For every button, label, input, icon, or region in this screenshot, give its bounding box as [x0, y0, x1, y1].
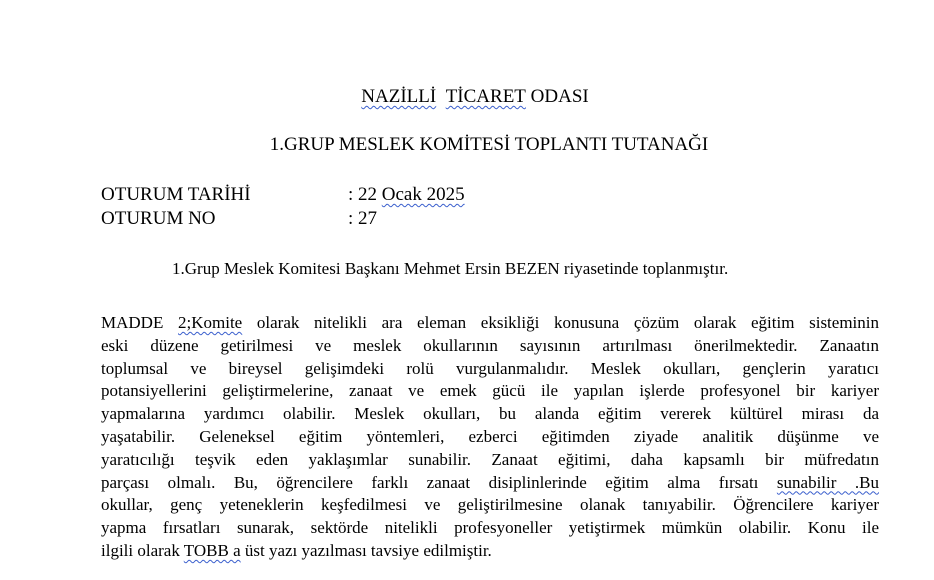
intro-sentence: 1.Grup Meslek Komitesi Başkanı Mehmet Ersin BEZEN riyasetinde toplanmıştır. [172, 259, 729, 278]
meta-date-month-year: Ocak 2025 [381, 184, 465, 205]
body-line: yaratıcılığı teşvik eden yaklaşımlar sunabilir. Zanaat eğitimi, daha kapsamlı bir müfredatın [101, 449, 879, 469]
body-line-text: üst yazı yazılması tavsiye edilmiştir. [240, 540, 492, 560]
meta-label-date: OTURUM TARİHİ [101, 184, 251, 205]
meta-row-date [101, 184, 465, 206]
meta-label-number: OTURUM NO [101, 208, 216, 229]
spellcheck-marked-text: sunabilir .Bu [776, 472, 879, 492]
body-line-text: parçası olmalı. Bu, öğrencilere farklı zanaat disiplinlerinde eğitim alma fırsatı [101, 472, 777, 492]
body-paragraph [101, 312, 879, 563]
document-subtitle: 1.GRUP MESLEK KOMİTESİ TOPLANTI TUTANAĞI [269, 134, 709, 155]
body-line [101, 472, 879, 495]
body-line: eski düzene getirilmesi ve meslek okullarının sayısının artırılması önerilmektedir. Zanaatın [101, 335, 879, 355]
title-word-odasi: ODASI [530, 86, 589, 107]
body-line: toplumsal ve bireysel gelişimdeki rolü vurgulanmalıdır. Meslek okulları, gençlerin yaratıcı [101, 358, 879, 378]
meta-row-number [101, 208, 377, 230]
body-line: yapma fırsatları sunarak, sektörde nitelikli profesyoneller yetiştirmek mümkün olabilir. Konu ile [101, 518, 879, 538]
body-line: yaşatabilir. Geleneksel eğitim yöntemleri, ezberci eğitimden ziyade analitik düşünme ve [101, 426, 879, 446]
body-line-text: MADDE [101, 313, 179, 332]
document-title [8, 86, 934, 108]
body-line: yapmalarına yardımcı olabilir. Meslek okulları, bu alanda eğitim vererek kültürel mirası da [101, 404, 879, 424]
body-line-text: olarak nitelikli ara eleman eksikliği konusuna çözüm olarak eğitim sisteminin [242, 313, 879, 332]
meta-value-date [348, 184, 465, 206]
spellcheck-marked-text: 2;Komite [178, 313, 243, 332]
body-line [101, 540, 879, 563]
body-line: potansiyellerini geliştirmelerine, zanaat ve emek gücü ile yapılan işlerde profesyonel bir kariyer [101, 381, 879, 401]
meta-date-prefix: : 22 [348, 184, 382, 205]
body-line [101, 312, 879, 335]
spellcheck-marked-text: TOBB a [183, 540, 241, 560]
body-line: okullar, genç yeteneklerin keşfedilmesi ve geliştirilmesine olanak tanıyabilir. Öğrencilere kariyer [101, 495, 879, 515]
title-word-nazilli: NAZİLLİ [361, 86, 437, 107]
meta-value-number: : 27 [348, 208, 378, 229]
title-word-ticaret: TİCARET [445, 86, 526, 107]
body-line-text: ilgili olarak [101, 540, 184, 560]
